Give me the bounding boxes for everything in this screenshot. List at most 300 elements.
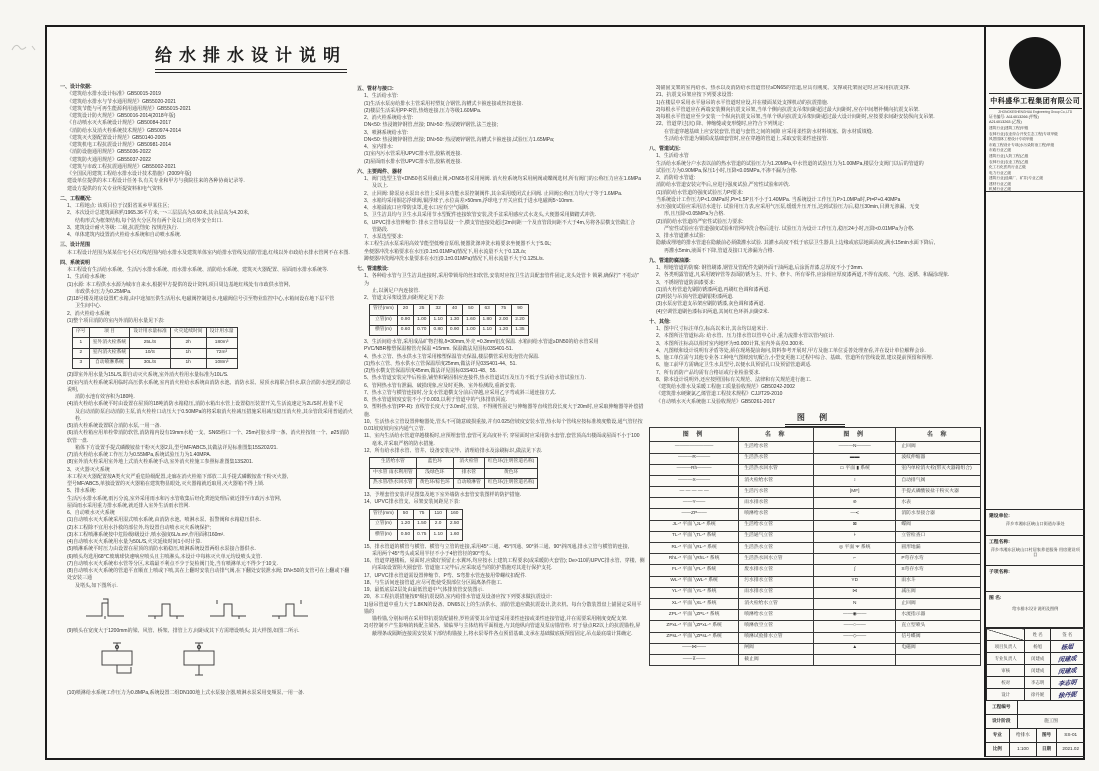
legend-name: 蝶阀	[896, 520, 981, 531]
qualification-item: 建筑行业(人防工程)乙级	[989, 153, 1029, 158]
signature-handwriting: 徐丹妮	[1057, 691, 1077, 700]
spec-text-line: (1)自动喷水灭火系统采用湿式喷水系统,由消防水池、喷淋水泵、报警阀和水箱稳压供水.	[67, 517, 261, 524]
legend-row	[650, 643, 981, 654]
legend-symbol: ——⋈——	[650, 643, 739, 654]
spec-text-line: 2、消火栓系统给水管:	[364, 115, 414, 121]
legend-name: 止回阀	[896, 598, 981, 609]
spacing1-table-header-row	[370, 305, 529, 315]
spec-text-line: 本工程设有生活给水系统、生活污水排水系统、雨水排水系统、消防给水系统、建筑灭火器配置、屋面雨水排水系统等.	[67, 267, 329, 273]
legend-row	[650, 598, 981, 609]
fire-table-cell: 2h	[170, 338, 206, 348]
fire-table-cell: 10/S	[130, 348, 171, 358]
subproject-label: 子项名称:	[989, 570, 1010, 576]
design-stage-value: 施工图	[1044, 718, 1058, 723]
spec-text-line: 1)悬吊管道中重力大于1.8KN的设备、DN65以上的生活供水、消防管道应做抗震设计,洗衣机、每台分散装置盘上锚固定采用平锚的	[364, 601, 642, 615]
legend-name: 生活热水回水管	[739, 464, 814, 475]
date-label: 日期	[1037, 743, 1057, 756]
spec-text-line: (2)本工程除不宜用水扑救的部位外,均设置自动喷水灭火系统保护;	[67, 524, 211, 531]
legend-row	[650, 498, 981, 509]
legend-name: 手提式磷酸铵盐干粉灭火器	[896, 487, 981, 498]
legend-name: 喷淋放空立管	[739, 621, 814, 632]
figure-number-label: 图号	[1037, 729, 1057, 742]
qualification-item: 电力行业乙级	[989, 170, 1012, 175]
spec-text-line: 19、最低底层2层处由最低管道中气体排放管安装图示.	[364, 587, 484, 594]
colors-table-row	[370, 478, 538, 488]
spec-text-line: 2、本次设计总建筑面积约1965.36平方米,一~三层层高为3.60米,其余层高为4.20米,	[67, 210, 250, 217]
spacing2-table-row	[370, 520, 463, 530]
spacing2-table-header-cell: 50	[397, 509, 413, 519]
spec-text-line: (9)喷头在宽度大于1200mm的梁、风管、桥架、排管上方,间距或其下方需增设喷头; 其大样图,如图二所示.	[67, 628, 300, 635]
legend-name: 生活热水管	[739, 453, 814, 464]
spacing2-table-header-cell: 160	[446, 509, 462, 519]
signature-row	[987, 641, 1085, 653]
fire-table-cell: 1	[73, 338, 90, 348]
spec-text-line: 12、所有给水排水管、管井、设备安装完毕、清理给排水及涂刷标识,做法见下表.	[364, 447, 543, 454]
spec-text-line: 坐便器冲洗水箱要求在水压(0.1±0.01MPa)情况下,用水流量不大于0.12L/s;	[364, 248, 527, 255]
spec-text-line: 4、水箱溢流口应带防虫罩,进水口应有空气隔断.	[364, 205, 470, 211]
legend-symbol: ⊠	[814, 520, 896, 531]
spacing2-table-header-cell: 管径(mm)	[370, 509, 398, 519]
spec-text-line: 《建筑给水排水与节水通用规范》GB55020-2021	[67, 98, 176, 105]
legend-name: 雨水排水立管	[739, 587, 814, 598]
spacing1-table	[369, 304, 529, 336]
legend-symbol: —≺	[814, 509, 896, 520]
spec-text-line: 水压强度试验应采用洁水进行. 试验用压力表,应采用气压泵,缓缓升压开压,达到试验压力后,稳压30min,目测无渗漏、无变	[656, 204, 920, 210]
spec-text-line: 2)每根水平管道应在两端安装侧向抗震支吊架,当单个侧向抗震支吊架间距超过最大间距时,应在中间增补侧向抗震支吊架.	[656, 106, 920, 113]
spec-text-line: 1、生活给水系统:	[67, 274, 107, 281]
legend-symbol: FL-* 平面 ╲FL-* 系统	[650, 565, 739, 576]
spec-text-line: 建设方提供的有关专业所提资料和电气资料.	[67, 185, 164, 192]
spacing1-table-cell: 1.30	[446, 315, 462, 325]
spacing2-table-cell: 1.20	[397, 520, 413, 530]
spec-text-line: (7)自动喷水灭火系统布水管等分区,末端最不利点不少于复检阀门处,当有喷淋单元不得少于10支.	[67, 560, 278, 567]
spec-text-line: 箱体下方设置手提式磷酸铵盐干粉灭火器2具,型号MF/ABC5,其做法详见标准图集15S202/21.	[75, 444, 278, 451]
project-label: 工程名称:	[989, 540, 1010, 546]
fire-table-cell: 72m³	[206, 348, 237, 358]
spacing2-table-header-cell: 110	[430, 509, 446, 519]
legend-name: 喷淋给水立管	[739, 610, 814, 621]
spec-text-line: 17、UPVC排水管道需设置伸缩节、P弯、S弯排水管连接用带螺纹扣配件.	[364, 572, 527, 579]
signature-role: 设计	[987, 689, 1025, 701]
spec-text-line: 1、生活给水管	[656, 153, 689, 160]
signature-autograph	[1051, 641, 1084, 653]
spec-text-line: 18、与生活间连接管道,应尽可能使受损部位分区隔离条件施工.	[364, 579, 503, 586]
spec-text-line: (2)18号楼及裙房设置贮水箱,由中途加压供生活用水,电磁阀控制进水,电磁阀信号引至物业监控中心,水箱间设在地下层平管	[67, 296, 335, 302]
spec-text-line: 生活给水管道为铜质或基础套管时,应在穿越的管道上,采取安装柔性连接管.	[664, 135, 829, 142]
spec-text-line: (5)消火栓系统设置联合消防水泵,一用一备.	[67, 423, 161, 430]
project-number-label: 工程编号	[986, 701, 1018, 714]
spec-text-line: 屋面雨水采用重力排水系统,就近排入室外生活雨水管网.	[67, 502, 190, 509]
drawing-frame	[45, 25, 1085, 760]
legend-symbol: ZPsL-* 平面 ╲ZPsL-* 系统	[650, 632, 739, 643]
spec-text-line: 《消防设施通用规范》GB55036-2022	[67, 149, 151, 156]
spec-text-line: 试验压力为0.90MPa,保压1小时,压降<0.05MPa,不渗不漏为合格.	[656, 167, 798, 174]
fire-table-row	[73, 348, 238, 358]
project-number-row	[986, 701, 1085, 715]
project-value: 萍乡市湘东区峡山口村居家养老服务 用房建设项目	[990, 546, 1080, 558]
legend-name: 消火栓给水管	[739, 475, 814, 486]
legend-name: 生活通气立管	[739, 531, 814, 542]
legend-name: 喷淋试验排水立管	[739, 632, 814, 643]
spec-text-line: (2)楼层生活采用PP-R管,热熔连接,压力等级1.60MPa.	[364, 107, 482, 114]
spec-text-line: 2、止回阀: 除泵房水泵出水管上采用多功能水泵控制阀件,其余采用缓闭式止回阀. 止回阀公称压力均大于等于1.6MPa.	[364, 190, 623, 197]
spec-text-line: (2)即室外用水量为15L/S,即自动灭火系统,室外消火栓用水量标准为10L/S.	[67, 372, 229, 379]
legend-symbol: N	[814, 598, 896, 609]
legend-name	[896, 654, 981, 665]
spec-text-line: 0.01坡度坡向室内通气立管.	[364, 426, 426, 433]
legend-symbol: [MF]	[814, 487, 896, 498]
company-name: 中科盛华工程集团有限公司	[989, 93, 1082, 109]
spacing1-table-cell: 0.80	[430, 325, 446, 335]
spec-text-line: 6、UPVC排水管伸缩节: 排水立管每层设一个,横支管连接处超过2m间距一个及直管段间距不大于4m,另将各层横支管做汇合	[364, 219, 636, 226]
spec-text-line: 3、喷淋系统给水管:	[364, 129, 409, 136]
legend-title	[649, 412, 981, 424]
legend-symbol: ——○——	[814, 621, 896, 632]
legend-header-cell: 图 例	[814, 428, 896, 442]
spec-text-line: (1)消防给水管道的强度试验压力Pt要求:	[656, 189, 744, 196]
legend-name: 减压阀	[896, 587, 981, 598]
colors-table-cell: 热水管/热水回水管	[370, 478, 417, 488]
spec-text-line: 《自动喷水灭火系统施工及验收规范》GB50261-2017	[656, 398, 775, 405]
spec-text-line: 本工程设计范围为某某住宅小区红线范围内给水排水及建筑单体室内给排水管线及消防管道,红线以外市政给水排水管网不在本图.	[67, 249, 350, 256]
spec-text-line: 8、除本设计说明外,还应按照国标有关规范、法律和有关规范进行施工.	[656, 376, 812, 383]
spacing1-table-cell: 1.10	[479, 325, 495, 335]
legend-header-row	[650, 428, 981, 442]
spacing1-table-header-cell: 25	[414, 305, 430, 315]
spec-text-line: 隐蔽或埋地的排水管道在隐蔽前必须做灌水试验. 其灌水高度不低于底层卫生器具上边缘或底层地面高度,满水15min水面下降后,	[656, 240, 936, 247]
fire-table-cell: 自动喷淋系统	[89, 358, 130, 368]
legend-row	[650, 543, 981, 554]
qualification-item: 化工石化医药行业乙级	[989, 165, 1026, 170]
spec-section-heading: 二、工程概况:	[60, 195, 92, 202]
legend-row	[650, 531, 981, 542]
spacing1-table-cell: 1.00	[414, 315, 430, 325]
legend-symbol: ▬▬	[814, 453, 896, 464]
legend-symbol: ——ZP——	[650, 509, 739, 520]
spec-text-line: 蹲便器冲洗阀冲洗水量要求在水压(0.1±0.01MPa)情况下,用水流量不大于0.125L/s.	[364, 255, 545, 262]
signature-autograph	[1051, 677, 1084, 689]
spec-text-line: 8、热水管道坡度安装不小于0.003,以利于管道中的气体排放回流.	[364, 397, 508, 404]
spec-text-line: 5、热水管道安装完毕后检验,铺垫和紧固相应连接件,热水管道试压及压力不低于生活给水管试验压力.	[364, 375, 586, 382]
spec-text-line: 4、单体建筑内设置消火栓给水系统和自动喷水系统.	[67, 232, 182, 238]
legend-name: 室内单栓消火栓(带灭火器箱组合)	[896, 464, 981, 475]
spec-text-line: 1)在楼层中采用水平悬吊的水平管道时应设,并在楼面某处支撑机动的抗震措施.	[656, 99, 829, 106]
drawing-name-cell	[986, 592, 1085, 628]
spec-section-heading: 十、其他:	[649, 318, 671, 325]
design-stage-row	[986, 715, 1085, 729]
fire-table-cell: 室外消火栓系统	[89, 338, 130, 348]
fire-table-cell: 1h	[170, 358, 206, 368]
scale-label: 比例	[986, 743, 1010, 756]
spec-text-line: (1)整个项目消防的室内外消防用水量见下表:	[67, 317, 165, 324]
qualification-item: 机械行业乙级	[989, 187, 1012, 192]
spacing2-table-cell: 0.75	[414, 530, 430, 540]
legend-row	[650, 621, 981, 632]
spec-text-line: (1)水源: 本工程供水水源为城市自来水,根据甲方提供的设计资料,项目周边基地红线处有市政供水管网,	[67, 281, 291, 288]
legend-symbol: ZPxL-* 平面 ╲ZPxL-* 系统	[650, 621, 739, 632]
design-stage-label: 设计阶段	[986, 715, 1018, 728]
colors-table-cell: 红色环(注明管道名称)	[484, 478, 537, 488]
spec-text-line: 本工程生活水泵采用高效节能型低噪音泵组,便器洗涤冲洗水箱要求坐便器不大于5.0L;	[364, 241, 552, 248]
legend-row	[650, 509, 981, 520]
spec-text-line: 1、阀门选型主管<DN50者采用截止阀,>DN65者采用闸阀. 消火栓系统均采用闸阀或蝶阀选材,所有阀门的公称压力应在1.6MPa	[364, 176, 641, 182]
colors-table-cell: 黄色环/棕色环	[416, 478, 453, 488]
legend-symbol: ——Y——	[650, 498, 739, 509]
legend-name: 直立型喷头	[896, 621, 981, 632]
spec-text-line: (6)消火栓箱应用单栓带消防软管,消防箱内设有19mm水枪一支、SN65栓口一个、25m衬胶水带一条、消火栓按钮一个、ø25消防软管一盘.	[67, 430, 350, 444]
spec-text-line: 再灌水5min,液面不下降,管道及接口无渗漏为合格.	[664, 247, 775, 254]
legend-row	[650, 464, 981, 475]
spec-text-line: 3)每根水平管道应至少安装一个纵向抗震支吊架,当单个纵向抗震支吊架间距超过最大设计间距时,应按要求间距安装纵向支吊架.	[656, 114, 935, 120]
legend-row	[650, 520, 981, 531]
spacing1-table-cell: 1.80	[479, 315, 495, 325]
spec-text-line: 建设单位提供的本工程设计任务书,有关专业和甲方与我院往来的各种协商记录等.	[67, 178, 245, 185]
spacing2-table-cell: 2.0	[430, 520, 446, 530]
legend-symbol: ——⊼——	[650, 654, 739, 665]
signature-row	[987, 653, 1085, 665]
spec-text-line: 生活给水系统分户水表以前的热水管道的试验压力为1.20MPa,中水管道的试验压力为1.00MPa,楼层分支阀门以后的管道的	[656, 160, 924, 167]
spec-text-line: 及以上.	[372, 183, 389, 190]
spec-text-line: 《建筑与市政工程抗震通用规范》GB55002-2021	[67, 163, 176, 170]
spec-section-heading: 八、管道试压:	[649, 146, 681, 152]
spec-text-line: 2、管道支吊架设置,间距规定见下表:	[364, 295, 445, 301]
spec-text-line: 《消防给水及消火栓系统技术规范》GB50974-2014	[67, 127, 181, 134]
spec-text-line: 1、工程地点: 该项目位于汉阳省某乡甲某住区;	[67, 203, 169, 209]
spec-text-line: 《建筑灭火器配置设计规范》GB50140-2005	[67, 134, 166, 141]
fire-table-cell: 25L/S	[130, 338, 171, 348]
spec-text-line: 2)对控制不产生影响的转配主梁各、梁临界与主体结构平面相连,与其他纵向管道及泵房锚管栓. 对于悬点R2以上的抗震锚栓,屏	[364, 623, 641, 630]
legend-name: 消火栓给水立管	[739, 598, 814, 609]
owner-cell	[986, 510, 1085, 536]
legend-name: 雨水排水管	[739, 498, 814, 509]
legend-symbol: ⊘	[814, 498, 896, 509]
spec-text-line: 3、生活间给水管,采用成品矿物岩棉,δ=30mm,外壳 =0.3mm铝皮保温. 水箱间给水管道≥DN50的给水管采用	[364, 339, 599, 346]
spec-text-line: (1)消火栓管道先刷防锈漆两道,再刷红色调和漆两道.	[656, 286, 770, 293]
spacing1-table-cell: 1.60	[463, 315, 479, 325]
colors-table-row	[370, 458, 538, 468]
spec-text-line: 5、卫生洁具均与卫生水具采用节水型配件连接软管安装,洗手盆采用感应式水龙头,大便器采用脚踏式冲洗.	[364, 212, 596, 219]
signature-handwriting: 杨旭	[1060, 643, 1074, 652]
spec-text-line: (3)室内消火栓系统采用临时高压供水系统,室内消火栓给水系统由消防水池、消防水泵、屋顶水箱联合供水,联合消防水池见消防总说明,	[67, 379, 351, 393]
fire-table-cell: 30L/S	[130, 358, 171, 368]
spec-section-heading: 九、管道防腐油漆:	[649, 257, 691, 264]
spec-text-line: 4、热水立管、热水供水主管采用橡塑保温管壳保温,楼层横管采用发泡管壳保温.	[364, 353, 540, 360]
signature-row	[987, 677, 1085, 689]
legend-name: 废水排水立管	[739, 565, 814, 576]
legend-name: 水流指示器	[896, 610, 981, 621]
signature-autograph	[1051, 665, 1084, 677]
spec-text-line: 《全国民用建筑工程给水排水设计技术措施》(2009年版)	[67, 171, 192, 177]
spec-text-line: 毫米,并采取严格的防水措施.	[372, 440, 435, 447]
scale-date-row	[986, 743, 1085, 757]
spec-text-line: (2)屋面雨水排水管UPVC排水管,胶粘剂连接.	[364, 158, 462, 165]
signature-role: 项目负责人	[987, 641, 1025, 653]
spec-text-line: 1、图中尺寸标注单位,标高以米计,其余均以毫米计.	[656, 326, 768, 332]
colors-table-cell: 红色环(注明管道名称)	[484, 458, 537, 468]
legend-symbol: RhL-* 平面 ╲RhL-* 系统	[650, 554, 739, 565]
spec-text-line: 3、水箱均采用铜芯浮球阀,铜浮球子,水位高差>50mm,浮球电子开关应低于进水电磁阀5~10mm.	[364, 197, 574, 204]
legend-name: 生活热水立管	[739, 543, 814, 554]
signature-role: 审核	[987, 665, 1025, 677]
spacing1-table-header-cell: 32	[430, 305, 446, 315]
legend-row	[650, 576, 981, 587]
fire-table-header-cell: 火灾延续时间	[170, 328, 206, 338]
spec-text-line: 《建筑机电工程抗震设计规范》GB50981-2014	[67, 142, 171, 148]
spec-text-line: 消防水池有效容积为180吨.	[75, 394, 135, 401]
fire-table-cell: 108m³	[206, 358, 237, 368]
spec-text-line: 7、热水立管与横管连接时,分支水管道横支分前后穿越,应采用乙字弯或斜三通连接方式.	[364, 389, 556, 396]
spec-section-heading: 三、设计范围	[60, 242, 91, 249]
spec-text-line: 市政供水压力为0.25MPa.	[75, 288, 132, 295]
legend-row	[650, 442, 981, 453]
spec-text-line: 《建筑排水硬聚氯乙烯管道工程技术规程》CJJ/T29-2010	[656, 391, 783, 398]
project-number-value	[1018, 701, 1085, 714]
pencil-mark	[8, 36, 48, 58]
spec-section-heading: 四、系统说明	[60, 259, 91, 266]
spacing1-table-cell: 立管(m)	[370, 315, 398, 325]
spacing1-table-cell: 横管(m)	[370, 325, 398, 335]
spec-text-line: (1)热水立管、热水供水立管保温厚度25mm,做法详见03S401-44、51.	[364, 360, 517, 367]
spec-text-line: 锚栓锚,分别标明在采用带抗震装配锚栓,罗栓需要其余管道采用柔性连接或柔性连接管道,并在需要采用刚度变配支架.	[372, 616, 628, 623]
legend-symbol: ———R———	[650, 453, 739, 464]
spec-text-line: (2)明装与吊顶内管道刷银粉漆两道.	[656, 294, 734, 300]
qualification-item: 风景园林工程设计专项甲级	[989, 137, 1034, 142]
legend-symbol: RL-* 平面 ╲RL-* 系统	[650, 543, 739, 554]
spec-text-line: 采用两个45°弯头或采用半径不小于4倍管径的90°弯头.	[372, 550, 492, 557]
spacing1-table-header-cell: 管径(mm)	[370, 305, 398, 315]
spacing2-table-cell: 横管(m)	[370, 530, 398, 540]
spec-text-line: 及堵头,如下图所示.	[75, 582, 118, 589]
spacing1-table-header-cell: 20	[397, 305, 413, 315]
spec-column-left	[60, 81, 354, 761]
legend-name: 雨水斗	[896, 576, 981, 587]
spec-text-line: 《建筑给水排水及采暖工程施工质量验收规范》GB50242-2002	[656, 384, 795, 390]
colors-table-cell: 蓝色环	[416, 458, 453, 468]
spec-text-line: 《建筑节能与可再生能源利用通用规范》GB55015-2021	[67, 105, 191, 112]
major-label: 专业	[986, 729, 1010, 742]
spec-text-line: (8)室外消火栓采用室外地上式消火栓系统手动,室外消火栓施工参照标准图集13S201.	[67, 459, 254, 466]
fire-table-header-cell: 设计用水量标准	[130, 328, 171, 338]
colors-table-cell: 浅绿色环	[416, 468, 453, 478]
legend-name: 闸阀	[739, 643, 814, 654]
spacing1-table-cell: 2.20	[512, 315, 528, 325]
drawing-name-value: 给水排水设计说明及图例	[1012, 606, 1059, 612]
signature-handwriting: 闵建成	[1057, 667, 1077, 676]
fire-table-header-cell: 序号	[73, 328, 90, 338]
fire-table-cell: 1h	[170, 348, 206, 358]
spacing2-table-cell: 0.50	[397, 530, 413, 540]
legend-row	[650, 654, 981, 665]
spec-text-line: 6、自动喷水灭火系统	[67, 510, 115, 517]
spec-text-line: 《自动喷水灭火系统设计规范》GB50084-2017	[67, 120, 171, 127]
spec-text-line: 1、生活给水管:	[364, 93, 399, 100]
spec-text-line: 卫生间中心.	[75, 303, 102, 310]
spec-text-line: 当系统设计工作压力P<1.0MPa时,Pt=1.5P且不小于1.40MPa. 当系统设计工作压力P>1.0MPa时,Pt=P+0.40MPa	[656, 196, 901, 203]
fire-table-row	[73, 338, 238, 348]
spec-text-line: 止,以满足户内连接管.	[372, 287, 420, 294]
legend-symbol: — — — — —	[650, 487, 739, 498]
legend-symbol: YL-* 平面 ╲YL-* 系统	[650, 587, 739, 598]
legend-symbol: ——◇——	[814, 632, 896, 643]
signature-header-cell: 姓 名	[1025, 629, 1051, 641]
title-block	[984, 27, 1085, 757]
spacing1-table-cell: 0.90	[446, 325, 462, 335]
spec-text-line: 13、予埋套管安装详见图集及地下室外墙防水套管安装图样的防护措施.	[364, 492, 521, 499]
colors-table-cell: 消火栓管	[453, 458, 484, 468]
legend-name: 电磁阀	[896, 643, 981, 654]
legend-symbol: ◎ 平面 Ψ 系统	[814, 543, 896, 554]
legend-symbol: WL-* 平面 ╲WL-* 系统	[650, 576, 739, 587]
signature-header-row	[987, 629, 1085, 641]
spec-text-line: 《建筑防火通用规范》GB55037-2022	[67, 156, 151, 163]
legend-symbol: TL-* 平面 ╲TL-* 系统	[650, 531, 739, 542]
spec-text-line: 形,且压降<0.05MPa为合格.	[664, 211, 725, 218]
signature-header-cell: 签 名	[1051, 629, 1084, 641]
legend-row	[650, 587, 981, 598]
spacing1-table-cell: 1.20	[495, 325, 511, 335]
spec-text-line: 14、UPVC排水管支、吊架安装间距见下表:	[364, 499, 460, 506]
qualification-item: 农林行业(农业综合开发生态工程)专项甲级	[989, 131, 1058, 136]
legend-symbol: ————————	[650, 442, 739, 453]
certificate-numbers	[989, 115, 1082, 125]
legend-name: 自动排气阀	[896, 475, 981, 486]
spec-text-line: 管路段.	[372, 226, 389, 233]
spacing1-table-row	[370, 325, 529, 335]
spec-text-line: 2、各类明露管道,凡采用镀锌管等表面防锈为主、开卡、修卡、所有零件,应涂相应厚度漆两道,不得有流痕、气泡、返锈、和漏涂现象.	[656, 272, 950, 279]
company-header	[986, 27, 1085, 192]
signature-autograph	[1051, 653, 1084, 665]
spec-text-line: 15、排水管道的横管与横管、横管与立管的连接,采用45°三通、45°四通、90°斜三通、90°斜四通,排水立管与横管的连接,	[364, 543, 629, 550]
spec-text-line: 20、本工程抗震措施按6°级抗震设防,室内给排水管道及设备应按下列要求做抗震设计:	[364, 594, 553, 601]
signature-name: 杨旭	[1025, 641, 1051, 653]
legend-name: 立管检查口	[896, 531, 981, 542]
fire-table	[72, 327, 238, 369]
spec-text-line: (8)自动喷水灭火系统的管道平直顺直上喷或下喷,其在上翻时安装自动排气阀,在下翻处安装泄水阀; DN<50的支管可在上翻或下翻处安装三通	[67, 568, 350, 582]
title-block-blank	[986, 192, 1085, 510]
legend-row	[650, 632, 981, 643]
legend-name: 水表	[896, 498, 981, 509]
signature-handwriting: 闵建成	[1057, 655, 1077, 664]
spec-text-line: (3)水泵房管道支吊架应刷防锈漆,灰色调和漆两道.	[656, 301, 765, 308]
spec-text-line: 严密性试验应在管道强度试验和管网冲洗合格后进行. 试验压力为设计工作压力,稳压24小时,压降<0.01MPa为合格.	[664, 225, 915, 232]
scale-value: 1:100	[1010, 743, 1038, 756]
signature-handwriting: 李志明	[1057, 679, 1077, 688]
legend-symbol: YD	[814, 576, 896, 587]
spacing1-table-header-cell: 90	[512, 305, 528, 315]
legend-name: 生活热水回水立管	[739, 554, 814, 565]
fire-table-header-cell: 设计用水量	[206, 328, 237, 338]
colors-table-cell: 生活给水管	[370, 458, 417, 468]
spacing2-table	[369, 509, 463, 541]
spec-text-line: DN<50: 热浸镀锌钢管,丝接; DN>50: 热浸镀锌钢管,沟槽式卡箍连接,试验压力1.65MPa;	[364, 136, 555, 143]
owner-value: 萍乡市湘东区峡山口街道办事处	[1005, 520, 1065, 526]
spec-section-heading: 一、设计依据:	[60, 84, 92, 90]
spec-section-heading: 七、管道敷设:	[357, 266, 389, 272]
colors-table-cell: 排水管	[453, 468, 484, 478]
legend-symbol: ∫	[814, 565, 896, 576]
spacing1-table-cell: 0.70	[414, 325, 430, 335]
spec-text-line: 在管道穿越基础上应安装套管,管道与套管之间的间隙 应采用柔性防水材料填塞、防水材质填缝.	[664, 128, 874, 135]
spec-text-line: 11、室内生活给水管道穿越楼板时,应预埋套管,套管可见高度补平; 穿屋面时应采用防水套管,套管顶高出楼面或屋面不小于100	[364, 433, 640, 440]
drawing-name-label: 图 名:	[989, 596, 1002, 602]
spacing2-table-header-row	[370, 509, 463, 519]
spec-text-line: 4、室内排水:	[364, 144, 394, 150]
spec-text-line: 4、凡图纸和设计说明有矛盾等处,须在现场提前询问,资料参考开展时,甲方及施工单位妥善处理查看,并在设计单位解释会诊.	[656, 347, 926, 354]
qualification-item: 建材行业乙级	[989, 181, 1012, 186]
legend-symbol: ⌐	[814, 554, 896, 565]
fire-table-cell: 3	[73, 358, 90, 368]
spec-text-line: (2)热水横支管保温厚度45mm,做法详见国标03S401-48、55.	[364, 368, 497, 375]
